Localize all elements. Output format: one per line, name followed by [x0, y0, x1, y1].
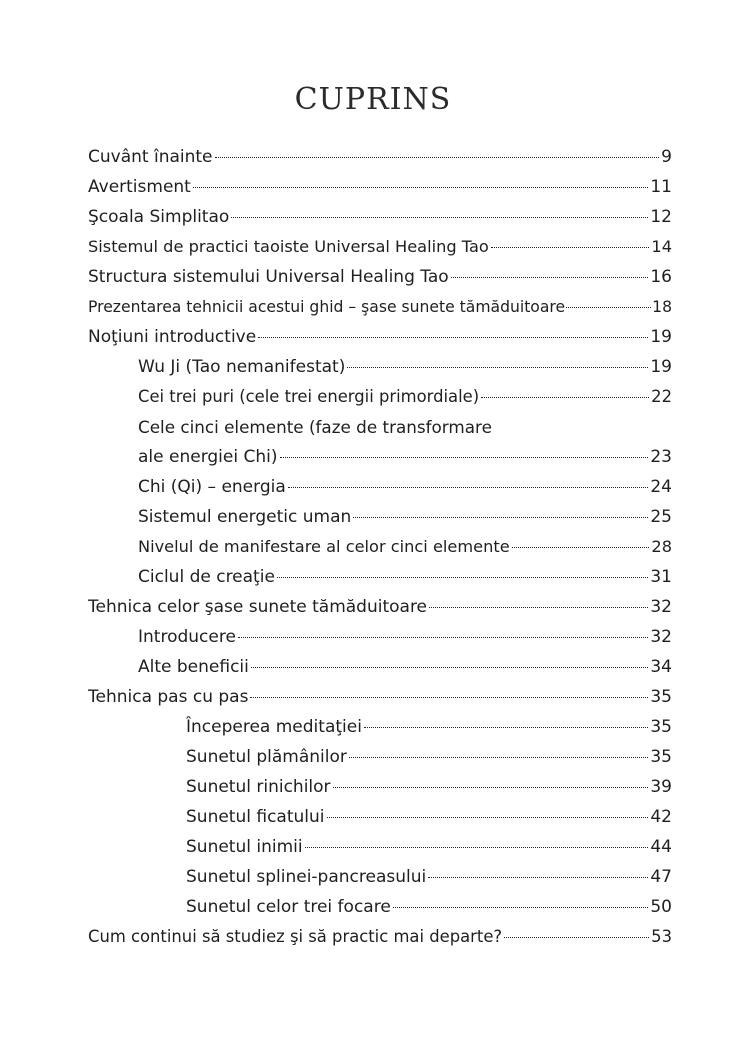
toc-entry-page: 44 — [650, 837, 672, 857]
toc-entry-page: 47 — [650, 867, 672, 887]
toc-entry — [88, 202, 672, 232]
toc-entry-title: Wu Ji (Tao nemanifestat) — [138, 357, 346, 377]
dot-leader — [429, 606, 648, 608]
toc-entry-title: Nivelul de manifestare al celor cinci elemente — [138, 537, 510, 556]
toc-entry-page: 50 — [650, 897, 672, 917]
dot-leader — [250, 696, 648, 698]
toc-entry-title: Sunetul ficatului — [186, 807, 325, 827]
toc-entry — [186, 772, 672, 802]
dot-leader — [451, 276, 649, 278]
toc-entry-title-line1: Cele cinci elemente (faze de transformare — [138, 417, 492, 437]
toc-entry-page: 35 — [650, 687, 672, 707]
dot-leader — [280, 456, 649, 458]
toc-entry — [138, 532, 672, 562]
toc-entry-page: 14 — [651, 237, 672, 256]
toc-entry — [138, 502, 672, 532]
toc-entry — [138, 472, 672, 502]
toc-entry-page: 18 — [652, 298, 672, 316]
dot-leader — [393, 906, 649, 908]
dot-leader — [347, 366, 648, 368]
toc-entry-page: 35 — [650, 717, 672, 737]
toc-entry-title: Sunetul rinichilor — [186, 777, 331, 797]
toc-entry-page: 34 — [650, 657, 672, 677]
dot-leader — [504, 936, 649, 938]
toc-entry-page: 42 — [650, 807, 672, 827]
toc-entry-title: Sunetul celor trei focare — [186, 897, 391, 917]
dot-leader — [481, 396, 649, 398]
dot-leader — [288, 486, 649, 488]
toc-entry — [88, 172, 672, 202]
toc-entry-title: Avertisment — [88, 177, 191, 197]
toc-entry-title: Sistemul energetic uman — [138, 507, 352, 527]
toc-entry — [186, 862, 672, 892]
toc-entry-page: 19 — [650, 327, 672, 347]
toc-entry-title: Cuvânt înainte — [88, 147, 213, 167]
dot-leader — [231, 216, 648, 218]
toc-entry — [186, 712, 672, 742]
dot-leader — [238, 636, 648, 638]
toc-entry-page: 23 — [650, 447, 672, 467]
toc-entry-title: Sunetul plămânilor — [186, 747, 347, 767]
toc-entry-title: Noţiuni introductive — [88, 327, 257, 347]
toc-entry — [138, 382, 672, 412]
dot-leader — [258, 336, 648, 338]
toc-entry-page: 32 — [650, 597, 672, 617]
dot-leader — [327, 816, 649, 818]
toc-entry — [138, 652, 672, 682]
toc-entry — [88, 262, 672, 292]
toc-entry — [88, 232, 672, 262]
toc-entry — [186, 892, 672, 922]
toc-entry — [138, 352, 672, 382]
dot-leader — [353, 516, 648, 518]
toc-entry-title: Chi (Qi) – energia — [138, 477, 286, 497]
toc-entry — [186, 802, 672, 832]
toc-entry-page: 32 — [650, 627, 672, 647]
toc-entry-page: 12 — [650, 207, 672, 227]
toc-entry — [186, 742, 672, 772]
dot-leader — [364, 726, 648, 728]
dot-leader — [215, 156, 660, 158]
toc-entry-title: Prezentarea tehnicii acestui ghid – şase sunete tămăduitoare — [88, 298, 566, 316]
page-title: CUPRINS — [294, 82, 452, 117]
toc-entry-title: Începerea meditaţiei — [186, 717, 362, 737]
toc-entry-page: 35 — [650, 747, 672, 767]
toc-entry-page: 9 — [661, 147, 672, 167]
toc-entry-page: 19 — [650, 357, 672, 377]
toc-entry-title: Sunetul splinei-pancreasului — [186, 867, 427, 887]
toc-entry-title: Ciclul de creaţie — [138, 567, 275, 587]
toc-entry — [88, 682, 672, 712]
toc-entry-title: Structura sistemului Universal Healing Tao — [88, 267, 449, 287]
dot-leader — [277, 576, 648, 578]
toc-entry — [88, 592, 672, 622]
toc-entry-page: 28 — [651, 537, 672, 556]
toc-entry-page: 25 — [650, 507, 672, 527]
toc-entry-page: 39 — [650, 777, 672, 797]
toc-entry-page: 22 — [651, 387, 672, 406]
toc-entry-page: 53 — [651, 927, 672, 946]
dot-leader — [512, 546, 650, 548]
toc-entry-title: Cum continui să studiez şi să practic mai departe? — [88, 927, 503, 946]
toc-entry-title: ale energiei Chi) — [138, 447, 278, 467]
toc-entry-title: Sunetul inimii — [186, 837, 303, 857]
toc-entry — [88, 142, 672, 172]
toc-entry-page: 31 — [650, 567, 672, 587]
toc-entry-page: 11 — [650, 177, 672, 197]
toc-entry-title: Sistemul de practici taoiste Universal Healing Tao — [88, 237, 489, 256]
dot-leader — [251, 666, 648, 668]
dot-leader — [491, 246, 650, 248]
toc-entry — [138, 442, 672, 472]
toc-entry-title: Introducere — [138, 627, 236, 647]
toc-entry-page: 16 — [650, 267, 672, 287]
toc-entry-title: Alte beneficii — [138, 657, 249, 677]
toc-entry-title: Cei trei puri (cele trei energii primordiale) — [138, 387, 480, 406]
toc-entry-title: Tehnica pas cu pas — [88, 687, 249, 707]
toc-entry — [138, 622, 672, 652]
toc-entry-title: Tehnica celor şase sunete tămăduitoare — [88, 597, 428, 617]
toc-entry — [88, 292, 672, 322]
toc-entry-page: 24 — [650, 477, 672, 497]
dot-leader — [333, 786, 649, 788]
toc-entry — [88, 322, 672, 352]
toc-entry — [186, 832, 672, 862]
dot-leader — [428, 876, 648, 878]
dot-leader — [193, 186, 649, 188]
dot-leader — [305, 846, 649, 848]
toc-entry-title: Şcoala Simplitao — [88, 207, 230, 227]
toc-entry — [138, 562, 672, 592]
dot-leader — [349, 756, 648, 758]
toc-entry — [88, 922, 672, 952]
dot-leader — [566, 306, 651, 308]
